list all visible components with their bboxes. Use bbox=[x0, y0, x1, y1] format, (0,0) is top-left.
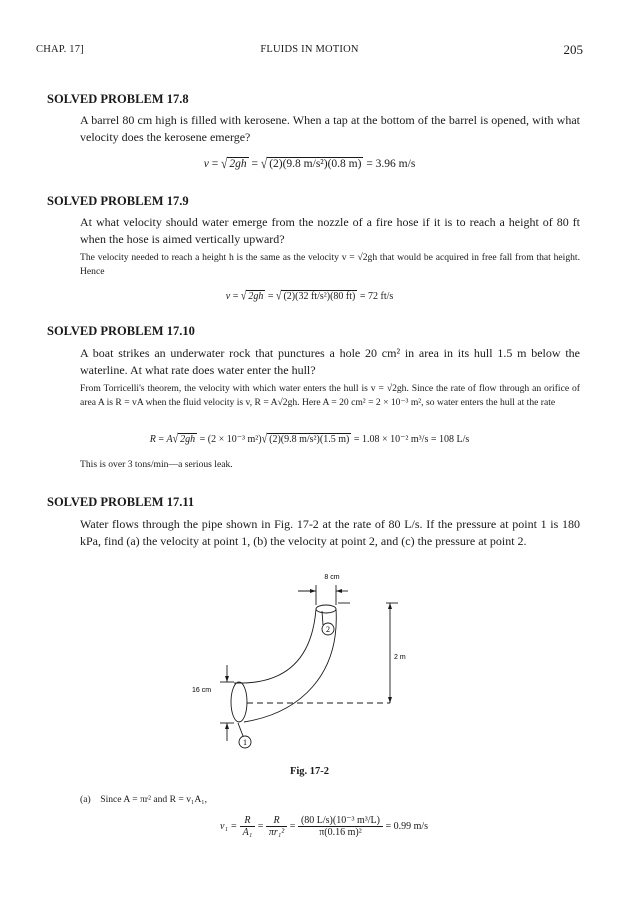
eq-17-10-area: (2 × 10⁻³ m²) bbox=[207, 434, 262, 445]
part-a-intro bbox=[80, 793, 580, 807]
eq-17-9-result: = 72 ft/s bbox=[359, 291, 394, 302]
equation-17-10: R = A√ 2gh = (2 × 10⁻³ m²)√ (2)(9.8 m/s²)(1.5 m) = 1.08 × 10⁻² m³/s = 108 L/s bbox=[149, 432, 470, 447]
heading-17-8: SOLVED PROBLEM 17.8 bbox=[47, 92, 189, 106]
figure-caption: Fig. 17-2 bbox=[289, 766, 330, 777]
part-a-lhs: v₁ = bbox=[220, 820, 238, 832]
label-2m: 2 m bbox=[394, 654, 406, 661]
pipe-figure bbox=[190, 565, 430, 765]
pipe-top-opening bbox=[316, 605, 336, 613]
part-a-result: = 0.99 m/s bbox=[385, 820, 429, 832]
eq-17-10-radicand: (2)(9.8 m/s²)(1.5 m) bbox=[269, 434, 350, 445]
eq-17-10-result: = 1.08 × 10⁻² m³/s = 108 L/s bbox=[353, 434, 470, 445]
solution-17-10-text: From Torricelli's theorem, the velocity with which water enters the hull is v = √2gh. Since the rate of flow through an orifice of area A is R = vA when the fluid velocity is v, R = A√2gh. Here A = 20 cm² = 2 × 10⁻³ m², so water enters the hull at the rate bbox=[80, 383, 580, 408]
problem-17-9-text: At what velocity should water emerge from the nozzle of a fire hose if it is to reach a height of 80 ft when the hose is aimed vertically upward? bbox=[80, 215, 580, 246]
part-a-equation: v₁ = $\frac{R}{\text{A₁}}$ = $\frac{R}{\text{πr₁²}}$ = $\frac{\text{(80 L/s)(10⁻³ m³/L)}}{\text{π(0.16 m)²}}$ = 0.99 m/s bbox=[220, 815, 429, 838]
eq-17-8-radicand: (2)(9.8 m/s²)(0.8 m) bbox=[269, 158, 362, 170]
part-a-intro-text: Since A = πr² and R = v₁A₁, bbox=[100, 794, 208, 805]
equation-17-8: v = √ 2gh = √ (2)(9.8 m/s²)(0.8 m) = 3.96 m/s bbox=[203, 156, 416, 172]
chapter-label: CHAP. 17] bbox=[36, 44, 84, 55]
label-point-2: 2 bbox=[326, 625, 330, 634]
solution-17-9-text: The velocity needed to reach a height h is the same as the velocity v = √2gh that would be acquired in free fall from that height. Hence bbox=[80, 252, 580, 277]
label-16cm: 16 cm bbox=[192, 687, 212, 694]
pipe-upper-wall bbox=[234, 609, 316, 683]
heading-17-9: SOLVED PROBLEM 17.9 bbox=[47, 194, 189, 208]
eq-17-9-radicand: (2)(32 ft/s²)(80 ft) bbox=[283, 291, 356, 302]
page-number: 205 bbox=[563, 42, 583, 57]
running-title: FLUIDS IN MOTION bbox=[260, 44, 359, 55]
label-point-1: 1 bbox=[243, 738, 247, 747]
pipe-bottom-opening bbox=[231, 682, 247, 722]
heading-17-11: SOLVED PROBLEM 17.11 bbox=[47, 495, 195, 509]
problem-17-11-text: Water flows through the pipe shown in Fig. 17-2 at the rate of 80 L/s. If the pressure at point 1 is 180 kPa, find (a) the velocity at point 1, (b) the velocity at point 2, and (c) the pressure at point 2. bbox=[80, 517, 580, 548]
problem-17-10-text: A boat strikes an underwater rock that punctures a hole 20 cm² in area in its hull 1.5 m below the waterline. At what rate does water enter the hull? bbox=[80, 346, 580, 377]
heading-17-10: SOLVED PROBLEM 17.10 bbox=[47, 324, 195, 338]
label-8cm: 8 cm bbox=[324, 574, 340, 581]
problem-17-8-text: A barrel 80 cm high is filled with kerosene. When a tap at the bottom of the barrel is opened, with what velocity does the kerosene emerge? bbox=[80, 113, 580, 144]
part-a-label: (a) bbox=[80, 794, 91, 805]
equation-17-9: v = √ 2gh = √ (2)(32 ft/s²)(80 ft) = 72 ft/s bbox=[225, 289, 394, 304]
part-a-frac3: $\frac{\text{(80 L/s)(10⁻³ m³/L)}}{\text{π(0.16 m)²}}$ bbox=[298, 815, 383, 838]
note-17-10: This is over 3 tons/min—a serious leak. bbox=[80, 459, 233, 470]
part-a-frac1: $\frac{R}{\text{A₁}}$ bbox=[240, 815, 256, 838]
eq-17-8-result: = 3.96 m/s bbox=[366, 158, 416, 170]
part-a-frac2: $\frac{R}{\text{πr₁²}}$ bbox=[266, 815, 287, 838]
